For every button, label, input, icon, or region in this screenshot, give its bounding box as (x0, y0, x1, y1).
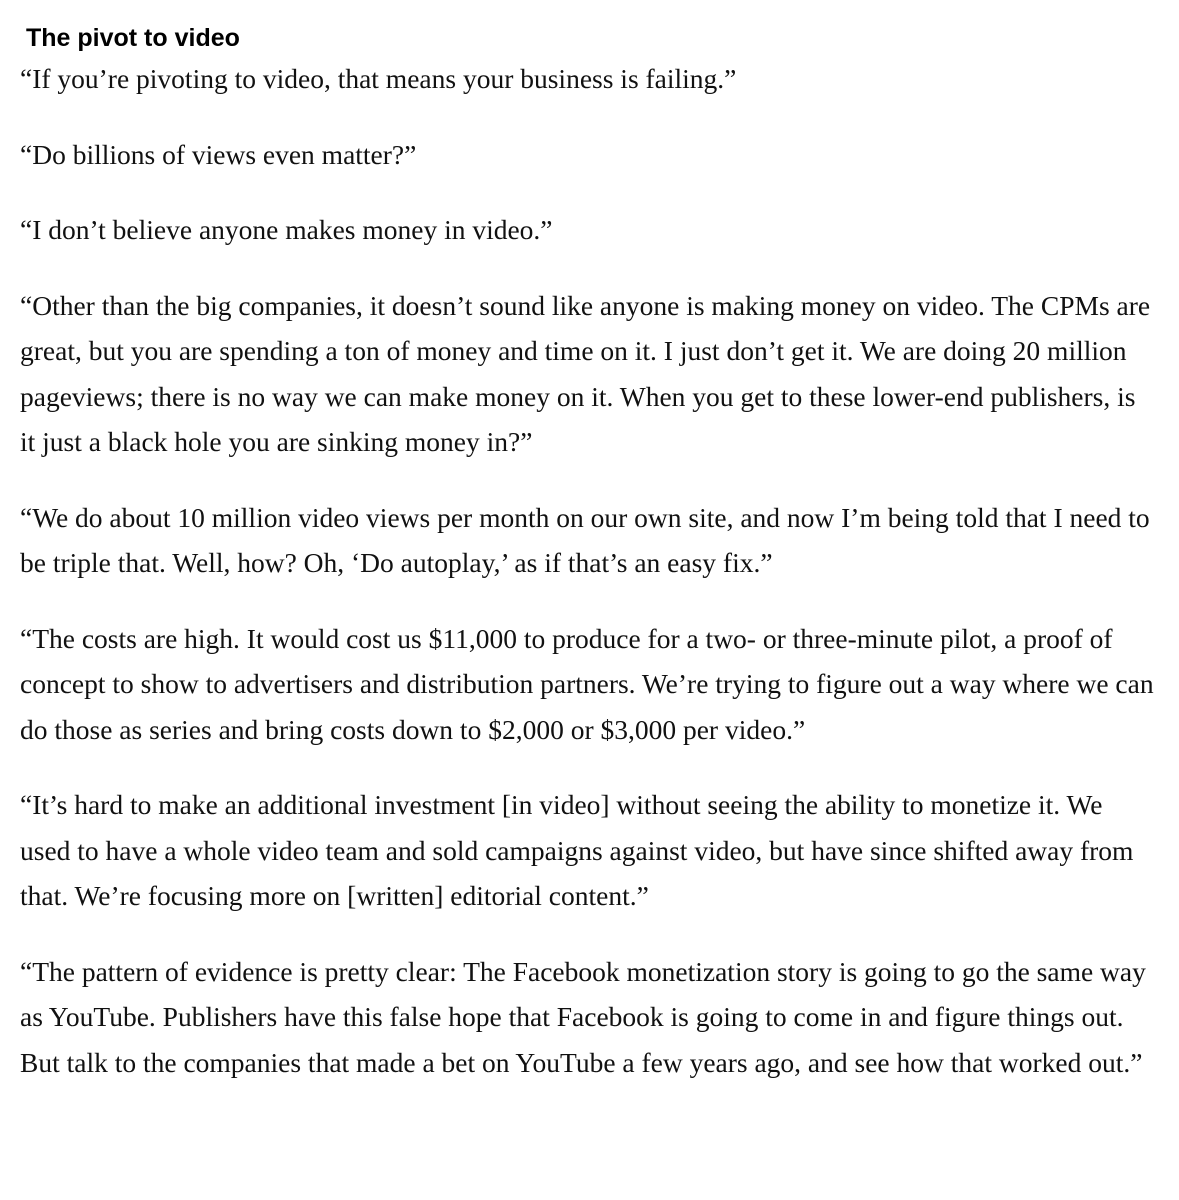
quote-paragraph-4: “Other than the big companies, it doesn’t sound like anyone is making money on video. The CPMs are great, but you are spending a ton of money and time on it. I just don’t get it. We are doing 20 million pageviews; there is no way we can make money on it. When you get to these lower-end publishers, is it just a black hole you are sinking money in?” (20, 289, 1151, 457)
quote-paragraph-8: “The pattern of evidence is pretty clear: The Facebook monetization story is going to go the same way as YouTube. Publishers have this false hope that Facebook is going to come in and figure things out. But talk to the companies that made a bet on YouTube a few years ago, and see how that worked out.” (20, 955, 1146, 1078)
section-heading: The pivot to video (26, 24, 240, 52)
quote-paragraph-1: “If you’re pivoting to video, that means your business is failing.” (20, 63, 737, 94)
quote-paragraph-5: “We do about 10 million video views per month on our own site, and now I’m being told that I need to be triple that. Well, how? Oh, ‘Do autoplay,’ as if that’s an easy fix.” (20, 501, 1150, 578)
quote-paragraph-3: “I don’t believe anyone makes money in video.” (20, 214, 553, 245)
quote-paragraph-6: “The costs are high. It would cost us $11,000 to produce for a two- or three-minute pilot, a proof of concept to show to advertisers and distribution partners. We’re trying to figure out a way where we can do those as series and bring costs down to $2,000 or $3,000 per video.” (20, 622, 1154, 745)
quote-paragraph-2: “Do billions of views even matter?” (20, 138, 417, 170)
quote-paragraph-7: “It’s hard to make an additional investment [in video] without seeing the ability to monetize it. We used to have a whole video team and sold campaigns against video, but have since shifted away from that. We’re focusing more on [written] editorial content.” (20, 789, 1134, 911)
